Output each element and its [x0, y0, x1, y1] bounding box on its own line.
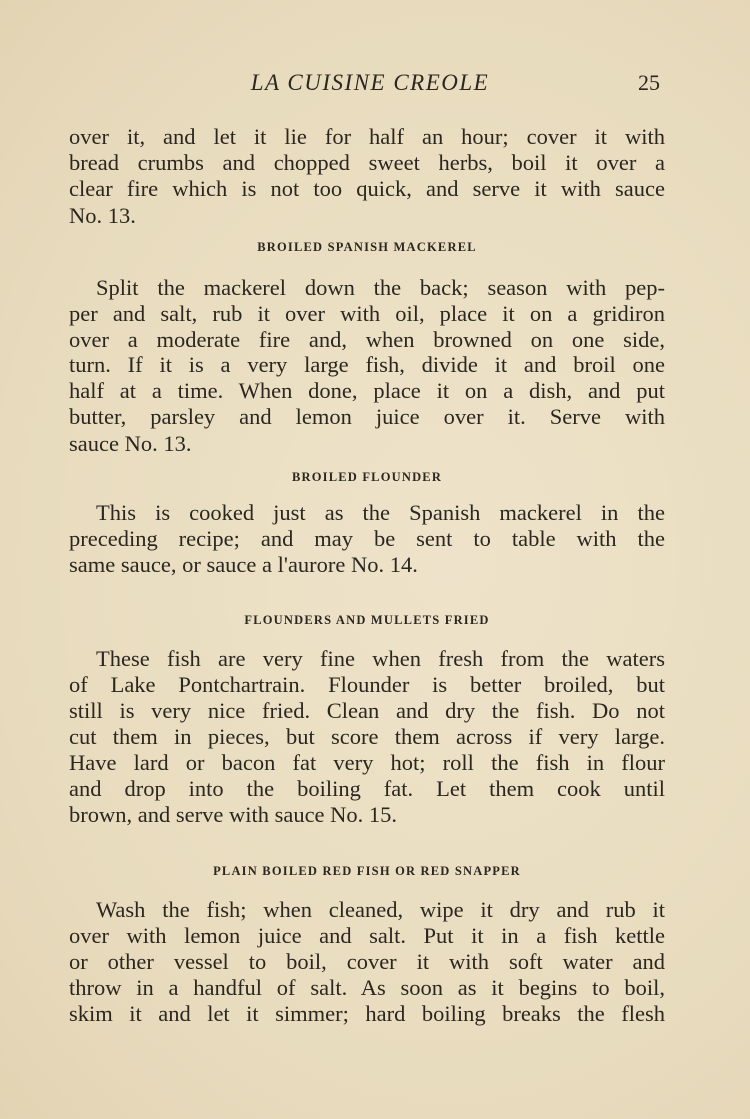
recipe-heading: BROILED SPANISH MACKEREL: [257, 240, 477, 254]
text-line: clear fire which is not too quick, and serve it with sauce: [69, 176, 665, 201]
text-line: and drop into the boiling fat. Let them cook until: [69, 776, 665, 801]
book-title: LA CUISINE CREOLE: [250, 70, 490, 95]
text-line: per and salt, rub it over with oil, place it on a gridiron: [69, 301, 665, 326]
page-number: 25: [638, 70, 660, 95]
recipe-heading: BROILED FLOUNDER: [291, 470, 443, 484]
text-line: Split the mackerel down the back; season with pep-: [96, 275, 665, 300]
text-line: or other vessel to boil, cover it with soft water and: [69, 949, 665, 974]
text-line: No. 13.: [69, 203, 136, 228]
text-line: still is very nice fried. Clean and dry the fish. Do not: [69, 698, 665, 723]
text-line: cut them in pieces, but score them across if very large.: [69, 724, 665, 749]
running-header: [0, 70, 750, 100]
text-line: skim it and let it simmer; hard boiling breaks the flesh: [69, 1001, 665, 1026]
text-line: preceding recipe; and may be sent to table with the: [69, 526, 665, 551]
text-line: butter, parsley and lemon juice over it. Serve with: [69, 404, 665, 429]
text-line: over a moderate fire and, when browned on one side,: [69, 327, 665, 352]
recipe-heading: FLOUNDERS AND MULLETS FRIED: [244, 613, 490, 627]
recipe-heading: PLAIN BOILED RED FISH OR RED SNAPPER: [213, 864, 521, 878]
text-line: of Lake Pontchartrain. Flounder is better broiled, but: [69, 672, 665, 697]
text-line: bread crumbs and chopped sweet herbs, boil it over a: [69, 150, 665, 175]
text-line: These fish are very fine when fresh from the waters: [96, 646, 665, 671]
text-line: same sauce, or sauce a l'aurore No. 14.: [69, 552, 418, 577]
text-line: over with lemon juice and salt. Put it in a fish kettle: [69, 923, 665, 948]
text-line: This is cooked just as the Spanish mackerel in the: [96, 500, 665, 525]
text-line: turn. If it is a very large fish, divide it and broil one: [69, 352, 665, 377]
text-line: sauce No. 13.: [69, 431, 192, 456]
text-line: brown, and serve with sauce No. 15.: [69, 802, 398, 827]
text-line: Wash the fish; when cleaned, wipe it dry and rub it: [96, 897, 665, 922]
text-line: throw in a handful of salt. As soon as it begins to boil,: [69, 975, 665, 1000]
text-line: Have lard or bacon fat very hot; roll the fish in flour: [69, 750, 665, 775]
text-line: over it, and let it lie for half an hour; cover it with: [69, 124, 665, 149]
text-line: half at a time. When done, place it on a dish, and put: [69, 378, 665, 403]
